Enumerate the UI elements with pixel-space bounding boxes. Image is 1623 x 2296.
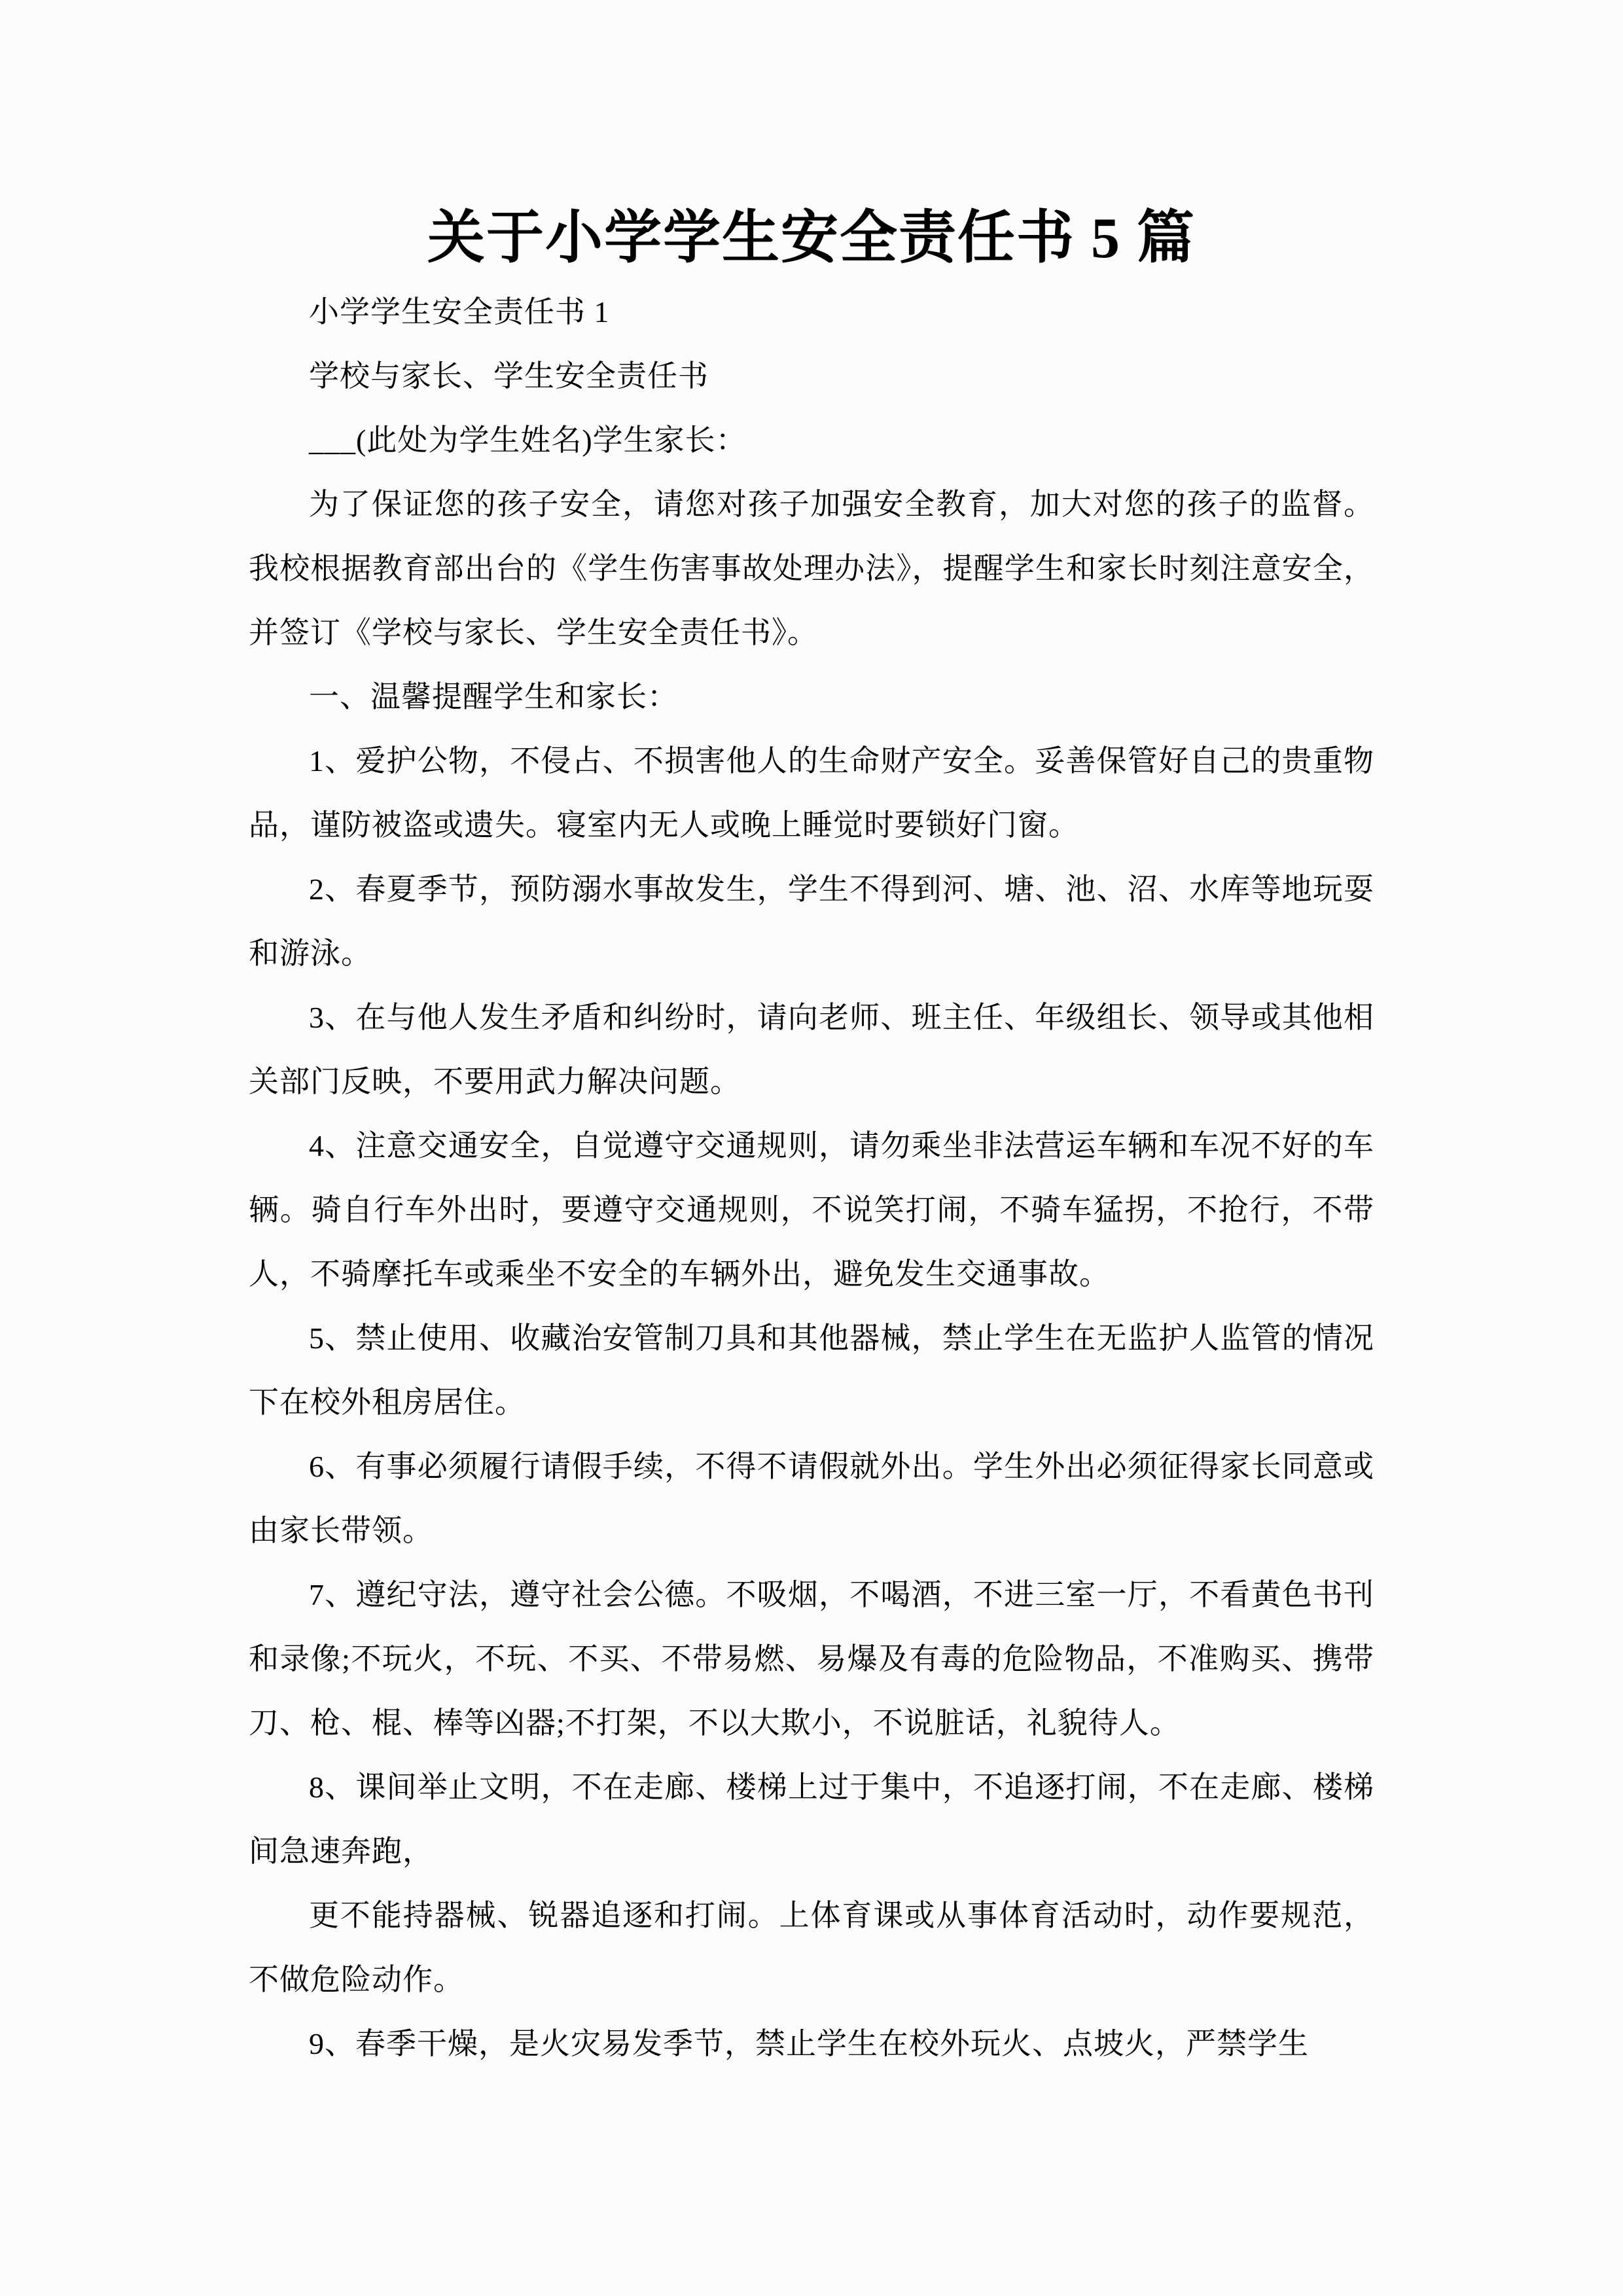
paragraph: 7、遵纪守法，遵守社会公德。不吸烟，不喝酒，不进三室一厅，不看黄色书刊和录像;不玩火，不玩、不买、不带易燃、易爆及有毒的危险物品，不准购买、携带刀、枪、棍、棒等凶器;不打架，不以大欺小，不说脏话，礼貌待人。	[249, 1578, 1374, 1740]
paragraph: 4、注意交通安全，自觉遵守交通规则，请勿乘坐非法营运车辆和车况不好的车辆。骑自行车外出时，要遵守交通规则，不说笑打闹，不骑车猛拐，不抢行，不带人，不骑摩托车或乘坐不安全的车辆外出，避免发生交通事故。	[249, 1129, 1374, 1291]
paragraph: 更不能持器械、锐器追逐和打闹。上体育课或从事体育活动时，动作要规范，不做危险动作。	[249, 1899, 1374, 1996]
paragraph: 2、春夏季节，预防溺水事故发生，学生不得到河、塘、池、沼、水库等地玩耍和游泳。	[249, 872, 1374, 970]
paragraph: 学校与家长、学生安全责任书	[309, 359, 709, 393]
paragraph: 为了保证您的孩子安全，请您对孩子加强安全教育，加大对您的孩子的监督。我校根据教育部出台的《学生伤害事故处理办法》，提醒学生和家长时刻注意安全，并签订《学校与家长、学生安全责任书》。	[249, 488, 1374, 649]
document-body	[249, 280, 1374, 2076]
paragraph: 6、有事必须履行请假手续，不得不请假就外出。学生外出必须征得家长同意或由家长带领。	[249, 1450, 1374, 1547]
paragraph: ___(此处为学生姓名)学生家长：	[309, 423, 747, 457]
paragraph: 5、禁止使用、收藏治安管制刀具和其他器械，禁止学生在无监护人监管的情况下在校外租房居住。	[249, 1321, 1374, 1419]
paragraph: 8、课间举止文明，不在走廊、楼梯上过于集中，不追逐打闹，不在走廊、楼梯间急速奔跑，	[249, 1770, 1374, 1868]
document-title: 关于小学学生安全责任书 5 篇	[427, 207, 1196, 270]
paragraph: 一、温馨提醒学生和家长：	[309, 680, 678, 713]
paragraph: 1、爱护公物，不侵占、不损害他人的生命财产安全。妥善保管好自己的贵重物品，谨防被盗或遗失。寝室内无人或晚上睡觉时要锁好门窗。	[249, 744, 1374, 842]
paragraph: 小学学生安全责任书 1	[309, 295, 610, 329]
paragraph: 3、在与他人发生矛盾和纠纷时，请向老师、班主任、年级组长、领导或其他相关部门反映，不要用武力解决问题。	[249, 1001, 1374, 1098]
paragraph: 9、春季干燥，是火灾易发季节，禁止学生在校外玩火、点坡火，严禁学生	[309, 2027, 1309, 2060]
